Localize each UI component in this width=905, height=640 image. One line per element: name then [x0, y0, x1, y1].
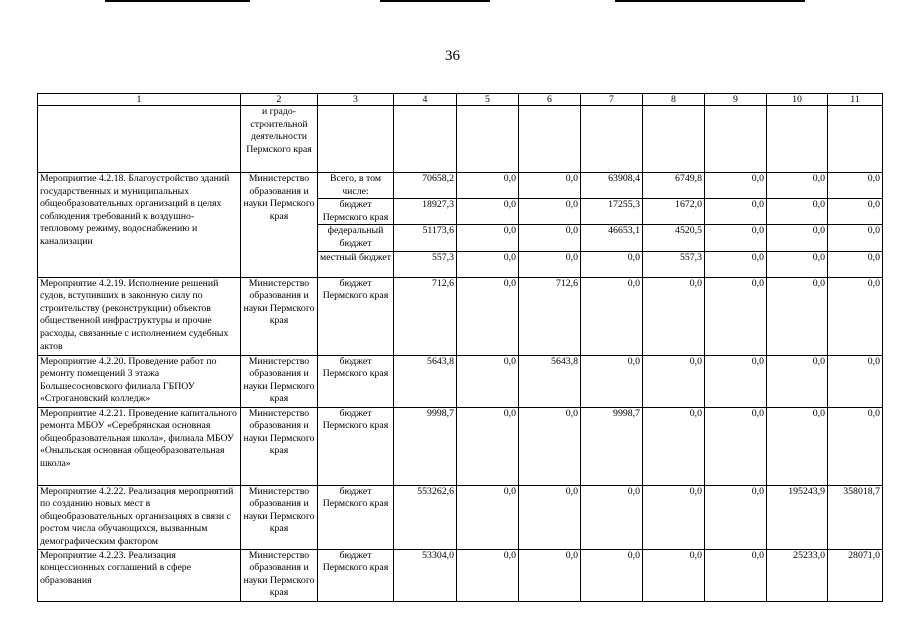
- header-cell: 11: [828, 94, 883, 106]
- value-cell: 70658,2: [394, 173, 457, 199]
- value-cell: 0,0: [519, 199, 581, 225]
- value-cell: 712,6: [394, 277, 457, 355]
- value-cell: 0,0: [519, 225, 581, 251]
- value-cell: 553262,6: [394, 485, 457, 549]
- funding-source-cell: федеральный бюджет: [318, 225, 394, 251]
- value-cell: 63908,4: [581, 173, 643, 199]
- header-cell: 6: [519, 94, 581, 106]
- funding-source-cell: бюджет Пермского края: [318, 407, 394, 485]
- value-cell: 0,0: [519, 407, 581, 485]
- value-cell: 0,0: [581, 549, 643, 601]
- empty-cell: [581, 106, 643, 173]
- value-cell: 0,0: [705, 407, 767, 485]
- value-cell: 0,0: [643, 355, 705, 407]
- value-cell: 0,0: [519, 173, 581, 199]
- value-cell: 0,0: [828, 251, 883, 277]
- value-cell: 557,3: [643, 251, 705, 277]
- value-cell: 0,0: [767, 173, 828, 199]
- header-cell: 4: [394, 94, 457, 106]
- header-cell: 8: [643, 94, 705, 106]
- value-cell: 9998,7: [581, 407, 643, 485]
- measure-name-cell: Мероприятие 4.2.21. Проведение капитального ремонта МБОУ «Серебрянская основная общеобразовательная школа», филиала МБОУ «Оныльская основная общеобразовательная школа»: [38, 407, 241, 485]
- value-cell: 0,0: [828, 407, 883, 485]
- value-cell: 5643,8: [394, 355, 457, 407]
- value-cell: 0,0: [457, 173, 519, 199]
- header-cell: 5: [457, 94, 519, 106]
- header-row: [38, 94, 883, 106]
- value-cell: 0,0: [519, 251, 581, 277]
- value-cell: 0,0: [457, 251, 519, 277]
- value-cell: 0,0: [705, 549, 767, 601]
- page-number: 36: [445, 48, 460, 64]
- value-cell: 4520,5: [643, 225, 705, 251]
- table-row: [38, 485, 883, 549]
- top-edge-line: [380, 0, 490, 2]
- value-cell: 53304,0: [394, 549, 457, 601]
- value-cell: 0,0: [828, 277, 883, 355]
- funding-source-cell: Всего, в том числе:: [318, 173, 394, 199]
- header-cell: 1: [38, 94, 241, 106]
- table-row: [38, 277, 883, 355]
- value-cell: 0,0: [705, 277, 767, 355]
- value-cell: 358018,7: [828, 485, 883, 549]
- value-cell: 0,0: [705, 199, 767, 225]
- executor-cell: Министерство образования и науки Пермского края: [241, 277, 318, 355]
- value-cell: 0,0: [457, 549, 519, 601]
- funding-source-cell: местный бюджет: [318, 251, 394, 277]
- value-cell: 0,0: [767, 199, 828, 225]
- value-cell: 0,0: [767, 407, 828, 485]
- header-cell: 10: [767, 94, 828, 106]
- executor-cell: и градо-строительной деятельности Пермского края: [241, 106, 318, 173]
- value-cell: 0,0: [828, 173, 883, 199]
- measure-name-cell: [38, 106, 241, 173]
- measure-name-cell: Мероприятие 4.2.19. Исполнение решений судов, вступивших в законную силу по строительству (реконструкции) объектов общественной инфраструктуры и прочие расходы, связанные с исполнением судебных актов: [38, 277, 241, 355]
- value-cell: 0,0: [767, 225, 828, 251]
- funding-source-cell: бюджет Пермского края: [318, 485, 394, 549]
- value-cell: 18927,3: [394, 199, 457, 225]
- funding-source-cell: бюджет Пермского края: [318, 355, 394, 407]
- value-cell: 0,0: [643, 549, 705, 601]
- value-cell: 28071,0: [828, 549, 883, 601]
- value-cell: 0,0: [581, 251, 643, 277]
- table-row: [38, 355, 883, 407]
- executor-cell: Министерство образования и науки Пермского края: [241, 549, 318, 601]
- value-cell: 0,0: [643, 277, 705, 355]
- value-cell: 0,0: [828, 199, 883, 225]
- table-row: [38, 549, 883, 601]
- executor-cell: Министерство образования и науки Пермского края: [241, 407, 318, 485]
- value-cell: 0,0: [767, 355, 828, 407]
- measure-name-cell: Мероприятие 4.2.20. Проведение работ по ремонту помещений 3 этажа Большесосновского филиала ГБПОУ «Строгановский колледж»: [38, 355, 241, 407]
- empty-cell: [767, 106, 828, 173]
- value-cell: 0,0: [705, 485, 767, 549]
- value-cell: 557,3: [394, 251, 457, 277]
- header-cell: 9: [705, 94, 767, 106]
- empty-cell: [318, 106, 394, 173]
- value-cell: 17255,3: [581, 199, 643, 225]
- continuation-row: [38, 106, 883, 173]
- measure-name-cell: Мероприятие 4.2.18. Благоустройство зданий государственных и муниципальных общеобразовательных организаций в целях соблюдения требований к воздушно-тепловому режиму, водоснабжению и канализации: [38, 173, 241, 278]
- value-cell: 0,0: [643, 485, 705, 549]
- value-cell: 6749,8: [643, 173, 705, 199]
- header-cell: 3: [318, 94, 394, 106]
- value-cell: 195243,9: [767, 485, 828, 549]
- empty-cell: [394, 106, 457, 173]
- value-cell: 0,0: [705, 251, 767, 277]
- value-cell: 0,0: [457, 199, 519, 225]
- value-cell: 0,0: [457, 355, 519, 407]
- value-cell: 0,0: [705, 225, 767, 251]
- program-table: [37, 93, 883, 602]
- empty-cell: [828, 106, 883, 173]
- executor-cell: Министерство образования и науки Пермского края: [241, 485, 318, 549]
- value-cell: 0,0: [705, 173, 767, 199]
- measure-name-cell: Мероприятие 4.2.23. Реализация концессионных соглашений в сфере образования: [38, 549, 241, 601]
- header-cell: 2: [241, 94, 318, 106]
- value-cell: 0,0: [581, 277, 643, 355]
- empty-cell: [457, 106, 519, 173]
- header-cell: 7: [581, 94, 643, 106]
- value-cell: 5643,8: [519, 355, 581, 407]
- value-cell: 46653,1: [581, 225, 643, 251]
- value-cell: 25233,0: [767, 549, 828, 601]
- empty-cell: [705, 106, 767, 173]
- value-cell: 9998,7: [394, 407, 457, 485]
- empty-cell: [643, 106, 705, 173]
- value-cell: 0,0: [643, 407, 705, 485]
- value-cell: 51173,6: [394, 225, 457, 251]
- table-row: [38, 407, 883, 485]
- value-cell: 0,0: [519, 485, 581, 549]
- value-cell: 0,0: [828, 225, 883, 251]
- value-cell: 0,0: [457, 225, 519, 251]
- value-cell: 0,0: [457, 277, 519, 355]
- value-cell: 0,0: [457, 407, 519, 485]
- table-row: [38, 173, 883, 199]
- value-cell: 0,0: [457, 485, 519, 549]
- value-cell: 0,0: [767, 251, 828, 277]
- value-cell: 0,0: [581, 485, 643, 549]
- funding-source-cell: бюджет Пермского края: [318, 549, 394, 601]
- value-cell: 0,0: [705, 355, 767, 407]
- value-cell: 0,0: [519, 549, 581, 601]
- funding-source-cell: бюджет Пермского края: [318, 277, 394, 355]
- funding-source-cell: бюджет Пермского края: [318, 199, 394, 225]
- empty-cell: [519, 106, 581, 173]
- top-edge-line: [615, 0, 805, 2]
- value-cell: 1672,0: [643, 199, 705, 225]
- value-cell: 712,6: [519, 277, 581, 355]
- value-cell: 0,0: [767, 277, 828, 355]
- top-edge-line: [105, 0, 250, 2]
- executor-cell: Министерство образования и науки Пермского края: [241, 355, 318, 407]
- executor-cell: Министерство образования и науки Пермского края: [241, 173, 318, 278]
- value-cell: 0,0: [581, 355, 643, 407]
- measure-name-cell: Мероприятие 4.2.22. Реализация мероприятий по созданию новых мест в общеобразовательных организациях в связи с ростом числа обучающихся, вызванным демографическим фактором: [38, 485, 241, 549]
- value-cell: 0,0: [828, 355, 883, 407]
